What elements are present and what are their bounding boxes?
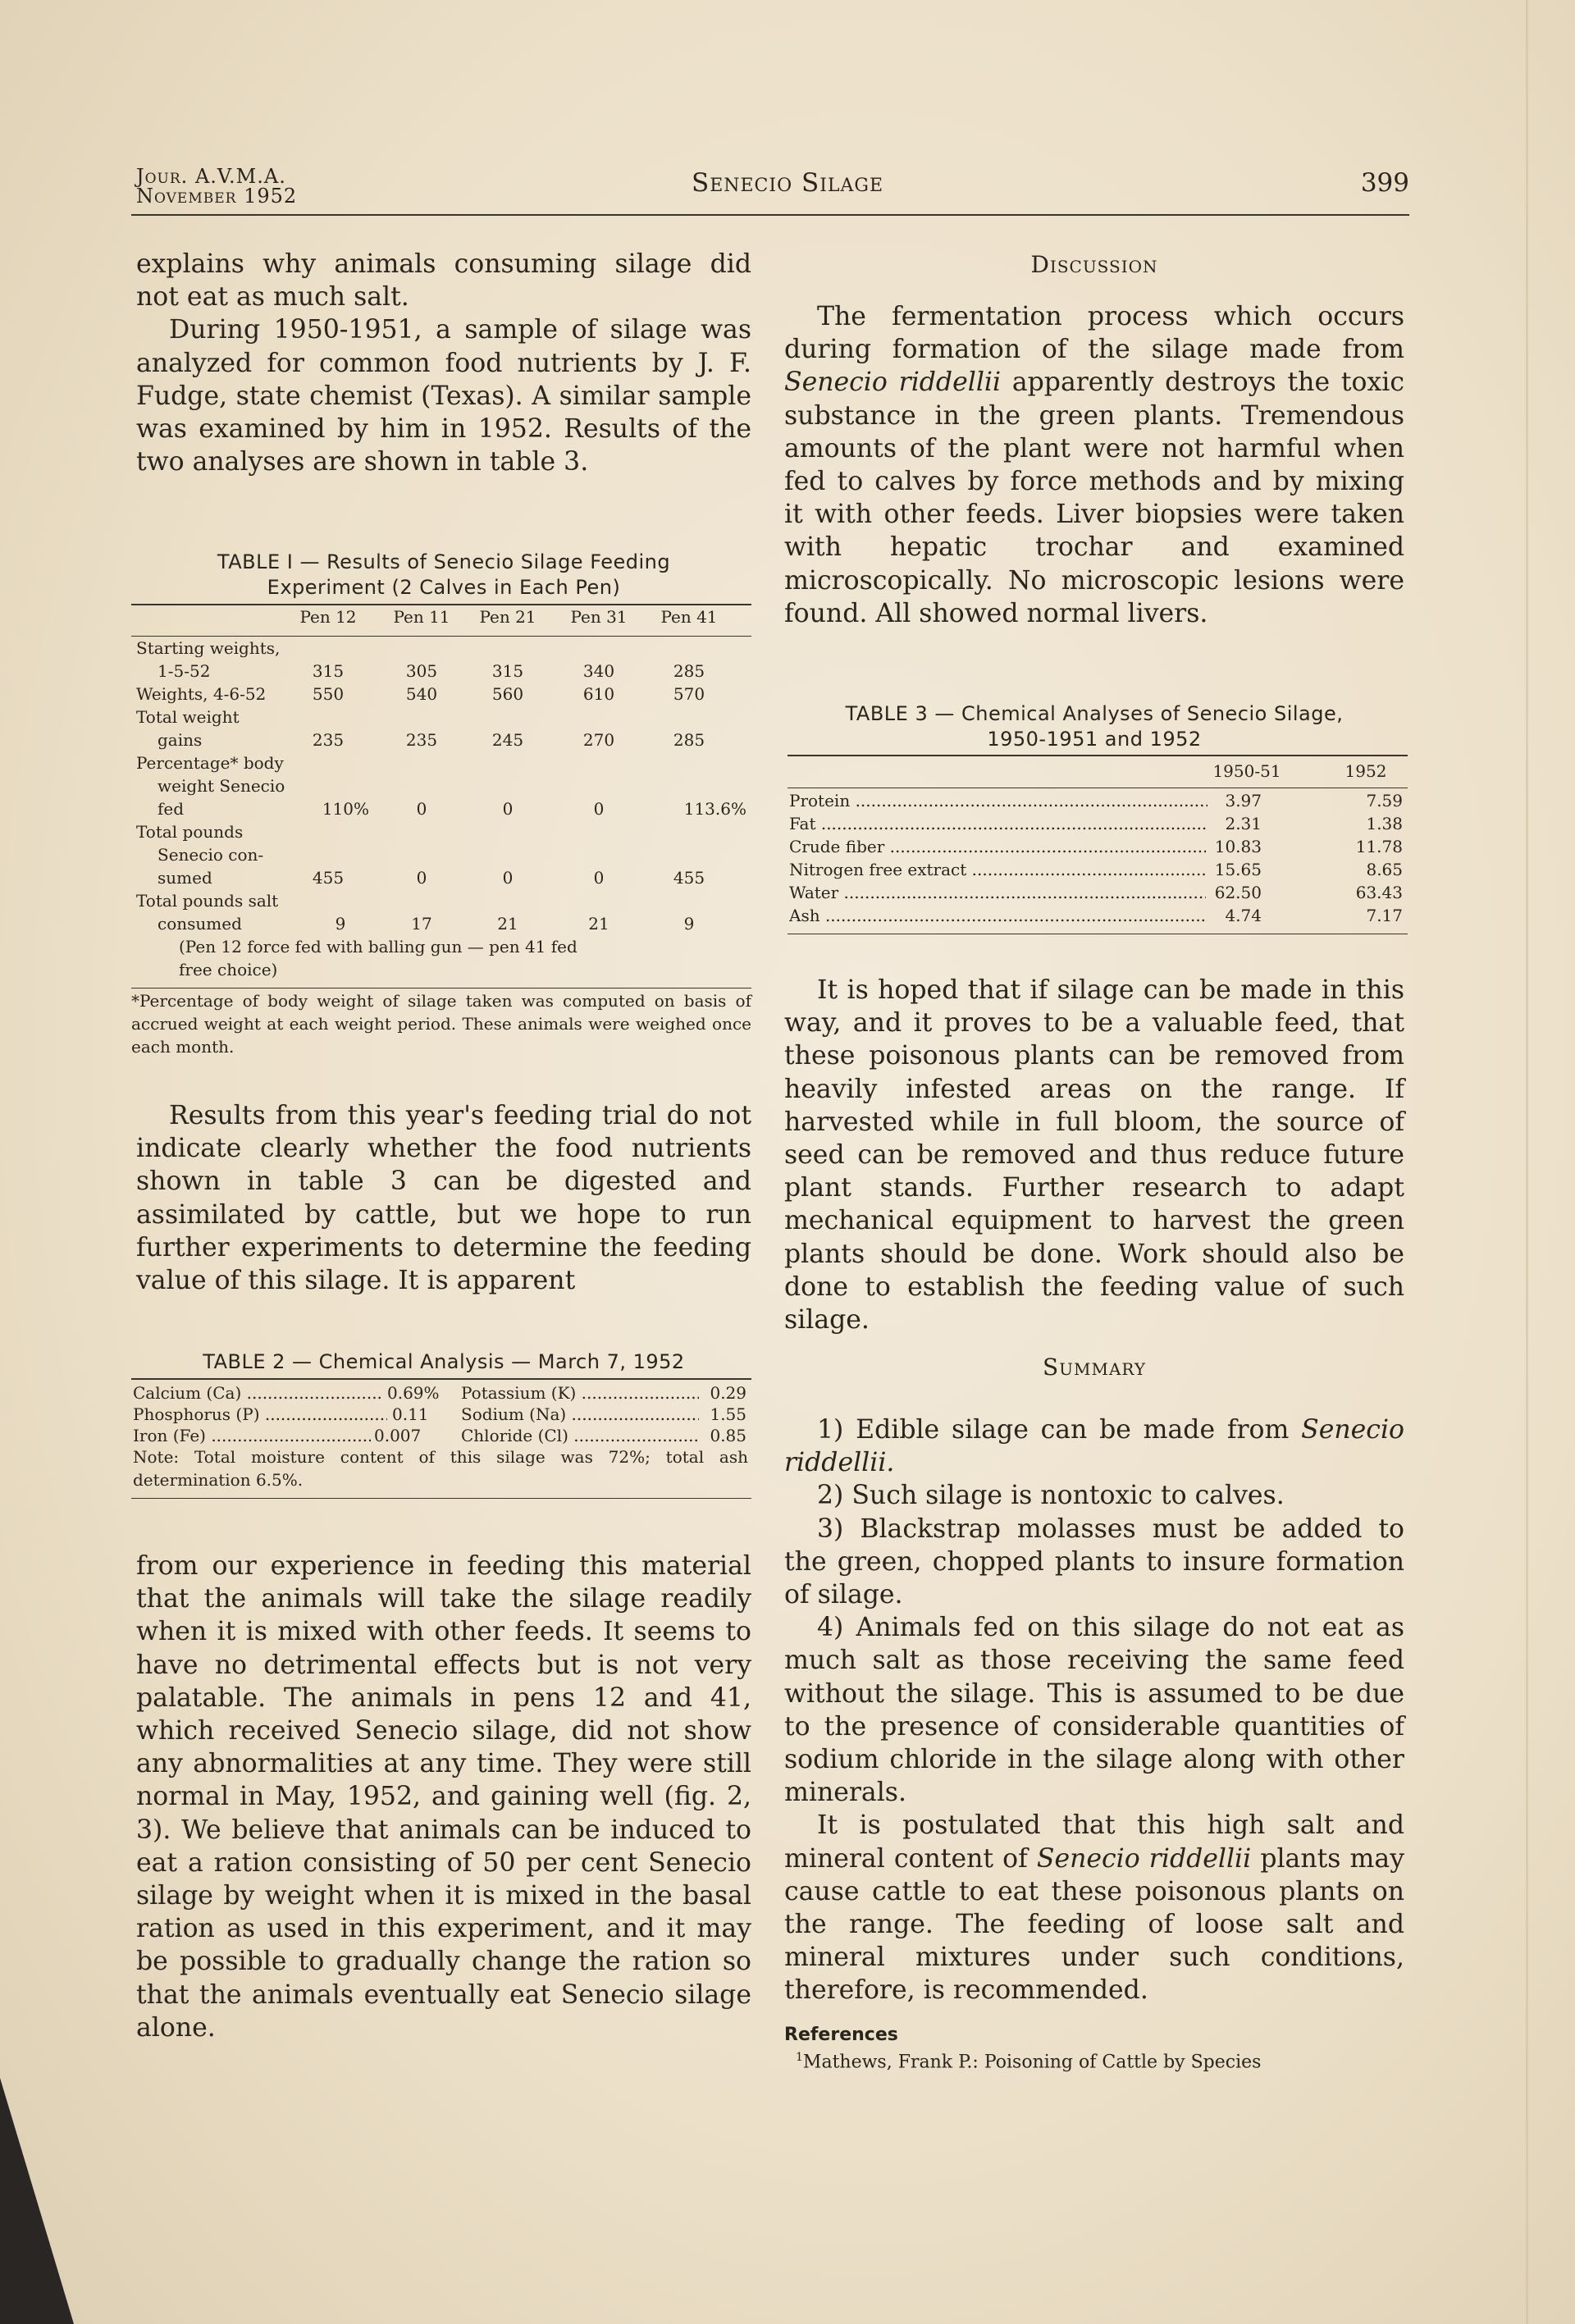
table2-row-label: Calcium (Ca) ..... (133, 1381, 383, 1404)
table3-caption-line2: 1950-1951 and 1952 (987, 728, 1202, 751)
table3-value: 3.97 (1225, 791, 1262, 810)
table3-value: 63.43 (1355, 883, 1403, 902)
table1-cell: 0 (502, 799, 514, 819)
summary-text (784, 1413, 1404, 2007)
hoped-paragraph: It is hoped that if silage can be made in this way, and it proves to be a valuable feed, that these poisonous plants can be removed from heavily infested areas on the range. If harvested while in full bloom, the source of seed can be removed and thus reduce future plant stands. Further research to adapt mechanical equipment to harvest the green plants should be done. Work should also be done to establish the feeding value of such silage. (784, 975, 1404, 1336)
table1-cell: 455 (673, 868, 705, 888)
table1-cell: 110% (322, 799, 369, 819)
table1-cell: 305 (405, 661, 438, 681)
table1-note: (Pen 12 force fed with balling gun — pen 41 fed (179, 937, 578, 957)
summary-item-4: 4) Animals fed on this silage do not eat as much salt as those receiving the same feed without the silage. This is assumed to be due to the presence of considerable quantities of sodium chloride in the silage along with other minerals. (784, 1613, 1404, 1808)
table3-value: 1.38 (1366, 814, 1403, 833)
table1-cell: 245 (491, 730, 524, 750)
header-rule (131, 214, 1409, 216)
table1-row-label: gains (158, 730, 203, 750)
table1-row-label: Percentage* body (136, 753, 284, 773)
table1-cell: 0 (416, 799, 427, 819)
table2-value: 0.85 (710, 1426, 746, 1445)
table3-row-label: Ash ..... (789, 904, 1208, 927)
journal-name: Jour. A.V.M.A. (136, 165, 286, 188)
table3-value: 8.65 (1366, 860, 1403, 879)
table2-row-label: Phosphorus (P) ..... (133, 1403, 387, 1426)
table1-cell: 21 (497, 914, 518, 934)
table1-cell: 550 (312, 684, 345, 704)
table3-value: 15.65 (1214, 860, 1262, 879)
table3-col-header: 1952 (1344, 761, 1387, 781)
table1-cell: 315 (312, 661, 345, 681)
results-paragraph: Results from this year's feeding trial do not indicate clearly whether the food nutrients shown in table 3 can be digested and assimilated by cattle, but we hope to run further experiments to determine the feeding value of this silage. It is apparent (136, 1101, 751, 1296)
table1-row-label: Starting weights, (136, 638, 281, 658)
table2-row-label: Sodium (Na) ..... (461, 1403, 699, 1426)
hoped-text (784, 974, 1404, 1336)
intro-paragraph-2: During 1950-1951, a sample of silage was analyzed for common food nutrients by J. F. Fudge, state chemist (Texas). A similar sample was examined by him in 1952. Results of the two analyses are shown in table 3. (136, 315, 751, 477)
table1-col-header: Pen 21 (479, 607, 536, 627)
postulate-paragraph (784, 1809, 1404, 2007)
table1-cell: 0 (416, 868, 427, 888)
table3-caption (784, 701, 1404, 752)
journal-issue-date: November 1952 (136, 185, 298, 208)
table2-top-rule (131, 1378, 751, 1380)
species-name: Senecio riddellii. (784, 1415, 1404, 1478)
table2-row-label: Iron (Fe) ..... (133, 1424, 371, 1447)
table1-row-label: Total pounds (136, 822, 244, 842)
table1-col-header: Pen 31 (570, 607, 628, 627)
table2-value: 0.11 (392, 1404, 429, 1424)
table1-col-header: Pen 11 (393, 607, 450, 627)
table1-row-label: Total weight (136, 707, 240, 727)
table1-cell: 0 (593, 868, 605, 888)
table1-cell: 540 (405, 684, 438, 704)
table3-value: 62.50 (1214, 883, 1262, 902)
table3-row-label: Nitrogen free extract ..... (789, 858, 1206, 881)
discussion-text (784, 300, 1404, 630)
table1-cell: 21 (588, 914, 609, 934)
table1-cell: 17 (411, 914, 432, 934)
table1-row-label: Senecio con- (158, 845, 264, 865)
table1-row-label: Total pounds salt (136, 891, 279, 911)
summary-heading: Summary (1042, 1354, 1147, 1381)
left-results-text (136, 1099, 751, 1297)
table1-cell: 235 (405, 730, 438, 750)
reference-text: Mathews, Frank P.: Poisoning of Cattle by Species (802, 2052, 1262, 2073)
reference-number: 1 (796, 2051, 803, 2064)
table1-caption-line1: TABLE I — Results of Senecio Silage Feeding (217, 550, 671, 573)
summary-item-text: 1) Edible silage can be made from (817, 1415, 1290, 1445)
table3-value: 4.74 (1225, 906, 1262, 925)
discussion-text-part: apparently destroys the toxic substance in the green plants. Tremendous amounts of the plant were not harmful when fed to calves by force methods and by mixing it with other feeds. Liver biopsies were taken with hepatic trochar and examined microscopically. No microscopic lesions were found. All showed normal livers. (784, 368, 1404, 628)
table1-footnote: *Percentage of body weight of silage taken was computed on basis of accrued weight at each weight period. These animals were weighed once each month. (131, 991, 751, 1057)
table1-cell: 610 (582, 684, 615, 704)
table3-row-label: Protein ..... (789, 789, 1208, 812)
table1-row-label: weight Senecio (158, 776, 285, 796)
table2-value: 0.29 (710, 1383, 746, 1403)
table1-col-header: Pen 12 (299, 607, 357, 627)
postulate-text-part: It is postulated that this high salt and mineral content of (784, 1810, 1404, 1874)
table2-value: 1.55 (710, 1404, 746, 1424)
table3-caption-line1: TABLE 3 — Chemical Analyses of Senecio Silage, (845, 702, 1344, 725)
table1-row-label: Weights, 4-6-52 (136, 684, 267, 704)
species-name: Senecio riddellii (1036, 1843, 1252, 1874)
page-number: 399 (1360, 168, 1409, 198)
discussion-paragraph (784, 300, 1404, 630)
table1-cell: 9 (683, 914, 695, 934)
table1-cell: 560 (491, 684, 524, 704)
table1-cell: 285 (673, 730, 705, 750)
table3-row-label: Fat ..... (789, 812, 1208, 835)
table1-row-label: 1-5-52 (158, 661, 211, 681)
table1-cell: 340 (582, 661, 615, 681)
table1-cell: 315 (491, 661, 524, 681)
table2-value: 0.007 (374, 1426, 422, 1445)
postulate-text-part: plants may cause cattle to eat these poisonous plants on the range. The feeding of loose salt and mineral mixtures under such conditions, therefore, is recommended. (784, 1843, 1405, 2006)
table1-note: free choice) (179, 960, 278, 979)
table2-note: Note: Total moisture content of this silage was 72%; total ash determination 6.5%. (133, 1447, 748, 1490)
continuation-paragraph: from our experience in feeding this material that the animals will take the silage readily when it is mixed with other feeds. It seems to have no detrimental effects but is not very palatable. The animals in pens 12 and 41, which received Senecio silage, did not show any abnormalities at any time. They were still normal in May, 1952, and gaining well (fig. 2, 3). We believe that animals can be induced to eat a ration consisting of 50 per cent Senecio silage by weight when it is mixed in the basal ration as used in this experiment, and it may be possible to gradually change the ration so that the animals eventually eat Senecio silage alone. (136, 1551, 751, 2043)
table3-value: 7.17 (1366, 906, 1403, 925)
table1-row-label: consumed (158, 914, 242, 934)
table2-bottom-rule (131, 1498, 751, 1499)
table1-cell: 0 (593, 799, 605, 819)
table3-col-header: 1950-51 (1212, 761, 1281, 781)
table3-value: 10.83 (1214, 837, 1262, 856)
table3-row-label: Crude fiber ..... (789, 835, 1206, 858)
table1-cell: 9 (335, 914, 346, 934)
table3-value: 11.78 (1355, 837, 1403, 856)
table3-row-label: Water ..... (789, 881, 1206, 904)
table3-top-rule (788, 755, 1408, 756)
table1-cell: 0 (502, 868, 514, 888)
table1-caption (136, 550, 751, 600)
intro-paragraph-1: explains why animals consuming silage did not eat as much salt. (136, 249, 751, 313)
table1-row-label: fed (158, 799, 185, 819)
left-continuation-text (136, 1550, 751, 2044)
discussion-text-part: The fermentation process which occurs during formation of the silage made from (784, 302, 1404, 365)
summary-item-1 (784, 1413, 1404, 1479)
discussion-heading: Discussion (1030, 251, 1158, 278)
reference-1 (796, 2046, 1261, 2074)
table2-caption: TABLE 2 — Chemical Analysis — March 7, 1952 (203, 1350, 685, 1373)
page-shadow-corner (0, 2078, 74, 2324)
species-name: Senecio riddellii (784, 368, 1002, 398)
table1-cell: 270 (582, 730, 615, 750)
page-fold-line (1526, 0, 1528, 2324)
table2-row-label: Chloride (Cl) ..... (461, 1424, 699, 1447)
summary-item-2: 2) Such silage is nontoxic to calves. (817, 1481, 1285, 1511)
table1-cell: 235 (312, 730, 345, 750)
table1-col-header: Pen 41 (660, 607, 718, 627)
table2-row-label: Potassium (K) ..... (461, 1381, 699, 1404)
table1-cell: 285 (673, 661, 705, 681)
table1-row-label: sumed (158, 868, 212, 888)
table1-caption-line2: Experiment (2 Calves in Each Pen) (267, 576, 621, 599)
table3-value: 7.59 (1366, 791, 1403, 810)
table3-value: 2.31 (1225, 814, 1262, 833)
table1-cell: 455 (312, 868, 345, 888)
table1-cell: 113.6% (683, 799, 746, 819)
references-heading: References (784, 2025, 898, 2045)
left-intro-text (136, 248, 751, 478)
running-title: Senecio Silage (691, 168, 884, 198)
table2-value: 0.69% (387, 1383, 440, 1403)
summary-item-3: 3) Blackstrap molasses must be added to the green, chopped plants to insure formation of silage. (784, 1514, 1404, 1610)
table1-cell: 570 (673, 684, 705, 704)
